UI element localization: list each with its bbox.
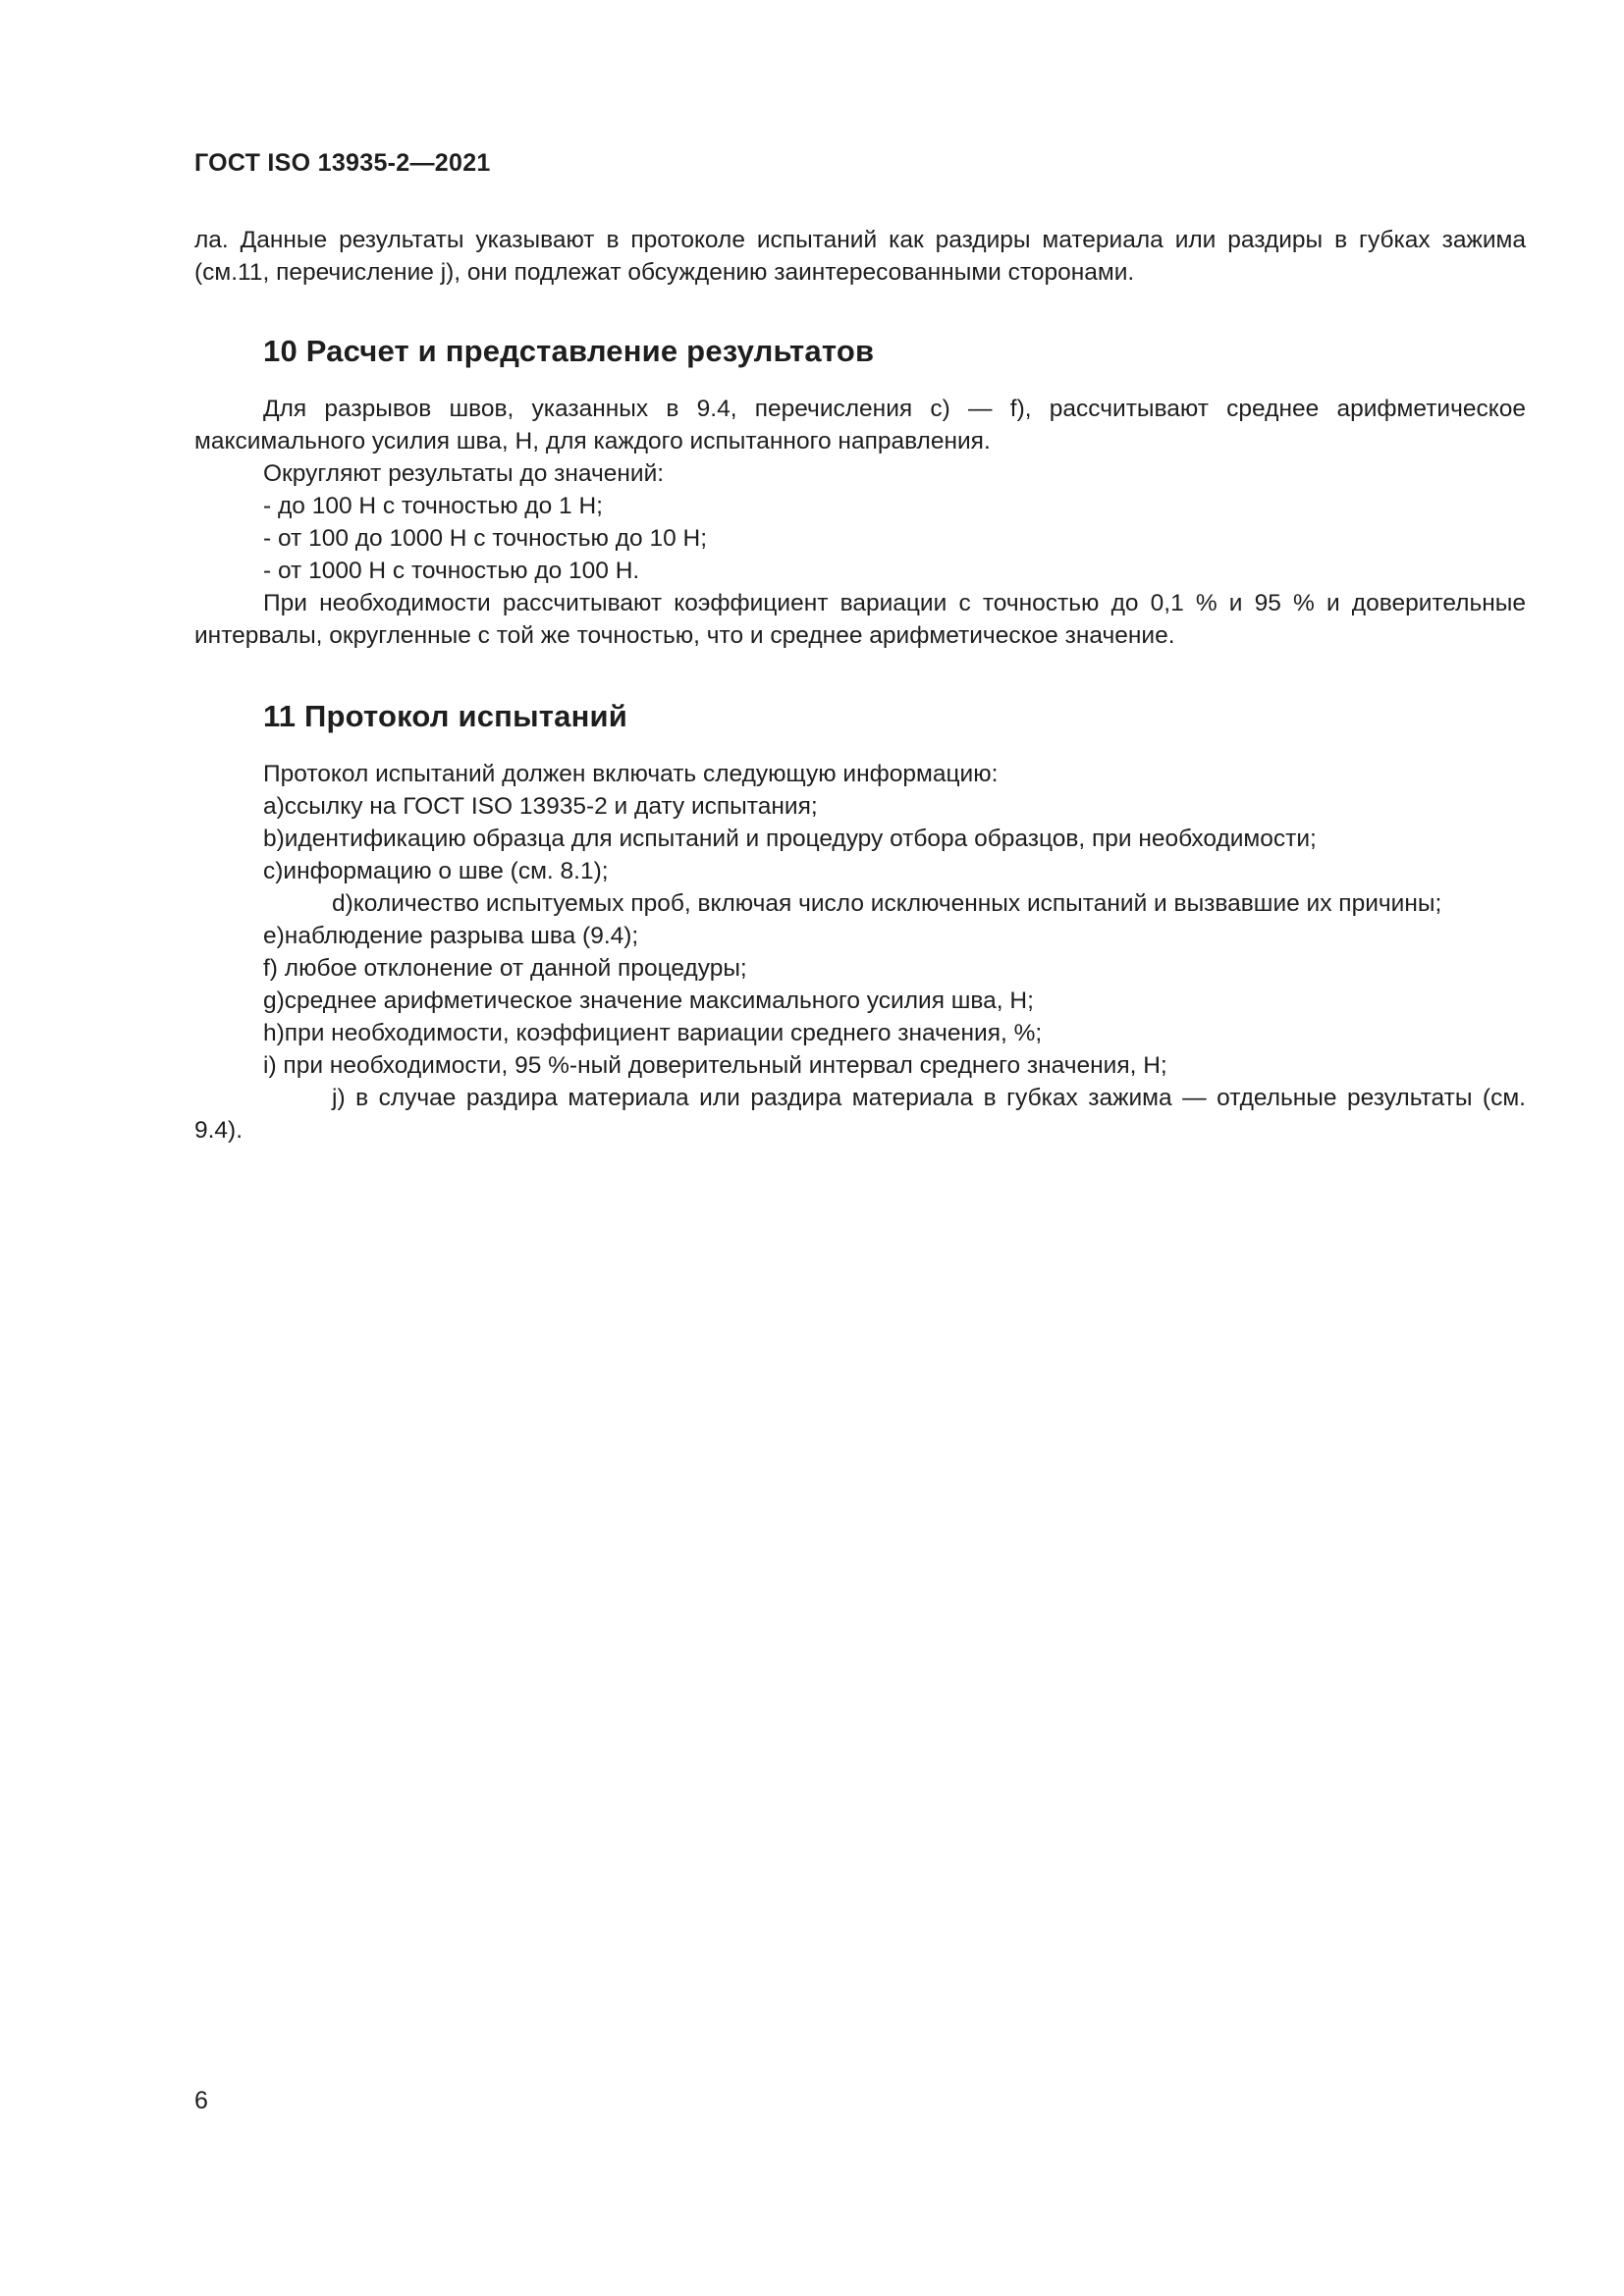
item-letter: d) bbox=[332, 890, 353, 917]
section-10-paragraph-3: При необходимости рассчитывают коэффициент вариации с точностью до 0,1 % и 95 % и доверительные интервалы, округленные с той же точностью, что и среднее арифметическое значение. bbox=[194, 590, 1526, 649]
report-item-d bbox=[194, 887, 1526, 920]
item-text: ссылку на ГОСТ ISO 13935-2 и дату испытания; bbox=[284, 793, 818, 820]
report-item-j bbox=[194, 1082, 1526, 1147]
item-letter: g) bbox=[263, 988, 285, 1014]
report-item-a bbox=[194, 790, 1526, 823]
item-text: при необходимости, коэффициент вариации среднего значения, %; bbox=[284, 1020, 1043, 1046]
section-11-intro: Протокол испытаний должен включать следующую информацию: bbox=[263, 761, 999, 787]
report-item-h bbox=[194, 1017, 1526, 1049]
item-text: при необходимости, 95 %-ный доверительный интервал среднего значения, Н; bbox=[283, 1052, 1167, 1079]
item-letter: f) bbox=[263, 955, 278, 982]
page-number: 6 bbox=[194, 2087, 208, 2114]
item-letter: i) bbox=[263, 1052, 277, 1079]
section-10-body bbox=[194, 393, 1526, 652]
item-text: информацию о шве (см. 8.1); bbox=[283, 858, 609, 884]
item-text: любое отклонение от данной процедуры; bbox=[284, 955, 747, 982]
section-10-title: 10 Расчет и представление результатов bbox=[263, 334, 875, 368]
rounding-rule-2: - от 100 до 1000 Н с точностью до 10 Н; bbox=[263, 525, 708, 552]
item-letter: b) bbox=[263, 826, 285, 852]
item-letter: c) bbox=[263, 858, 284, 884]
item-letter: e) bbox=[263, 923, 285, 949]
item-letter: a) bbox=[263, 793, 285, 820]
section-11-body bbox=[194, 758, 1526, 1147]
continuation-paragraph: ла. Данные результаты указывают в протоколе испытаний как раздиры материала или раздиры в губках зажима (см.11, перечисление j), они подлежат обсуждению заинтересованными сторонами. bbox=[194, 227, 1526, 286]
report-item-f bbox=[194, 952, 1526, 985]
report-item-b bbox=[194, 823, 1526, 855]
item-text: в случае раздира материала или раздира материала в губках зажима — отдельные результаты (см. 9.4). bbox=[194, 1085, 1526, 1144]
report-item-e bbox=[194, 920, 1526, 952]
report-item-i bbox=[194, 1049, 1526, 1082]
item-text: идентификацию образца для испытаний и процедуру отбора образцов, при необходимости; bbox=[284, 826, 1317, 852]
item-text: наблюдение разрыва шва (9.4); bbox=[284, 923, 639, 949]
section-10-paragraph-1: Для разрывов швов, указанных в 9.4, перечисления c) — f), рассчитывают среднее арифметическое максимального усилия шва, Н, для каждого испытанного направления. bbox=[194, 396, 1526, 454]
report-item-c bbox=[194, 855, 1526, 887]
document-code-header: ГОСТ ISO 13935-2—2021 bbox=[194, 149, 491, 177]
item-text: количество испытуемых проб, включая число исключенных испытаний и вызвавшие их причины; bbox=[352, 890, 1442, 917]
item-text: среднее арифметическое значение максимального усилия шва, Н; bbox=[284, 988, 1034, 1014]
section-10-paragraph-2: Округляют результаты до значений: bbox=[263, 460, 665, 487]
item-letter: h) bbox=[263, 1020, 285, 1046]
report-item-g bbox=[194, 985, 1526, 1017]
continuation-paragraph-block bbox=[194, 224, 1526, 289]
section-11-title: 11 Протокол испытаний bbox=[263, 699, 628, 733]
rounding-rule-3: - от 1000 Н с точностью до 100 Н. bbox=[263, 558, 640, 584]
rounding-rule-1: - до 100 Н с точностью до 1 Н; bbox=[263, 493, 603, 519]
item-letter: j) bbox=[332, 1085, 346, 1111]
